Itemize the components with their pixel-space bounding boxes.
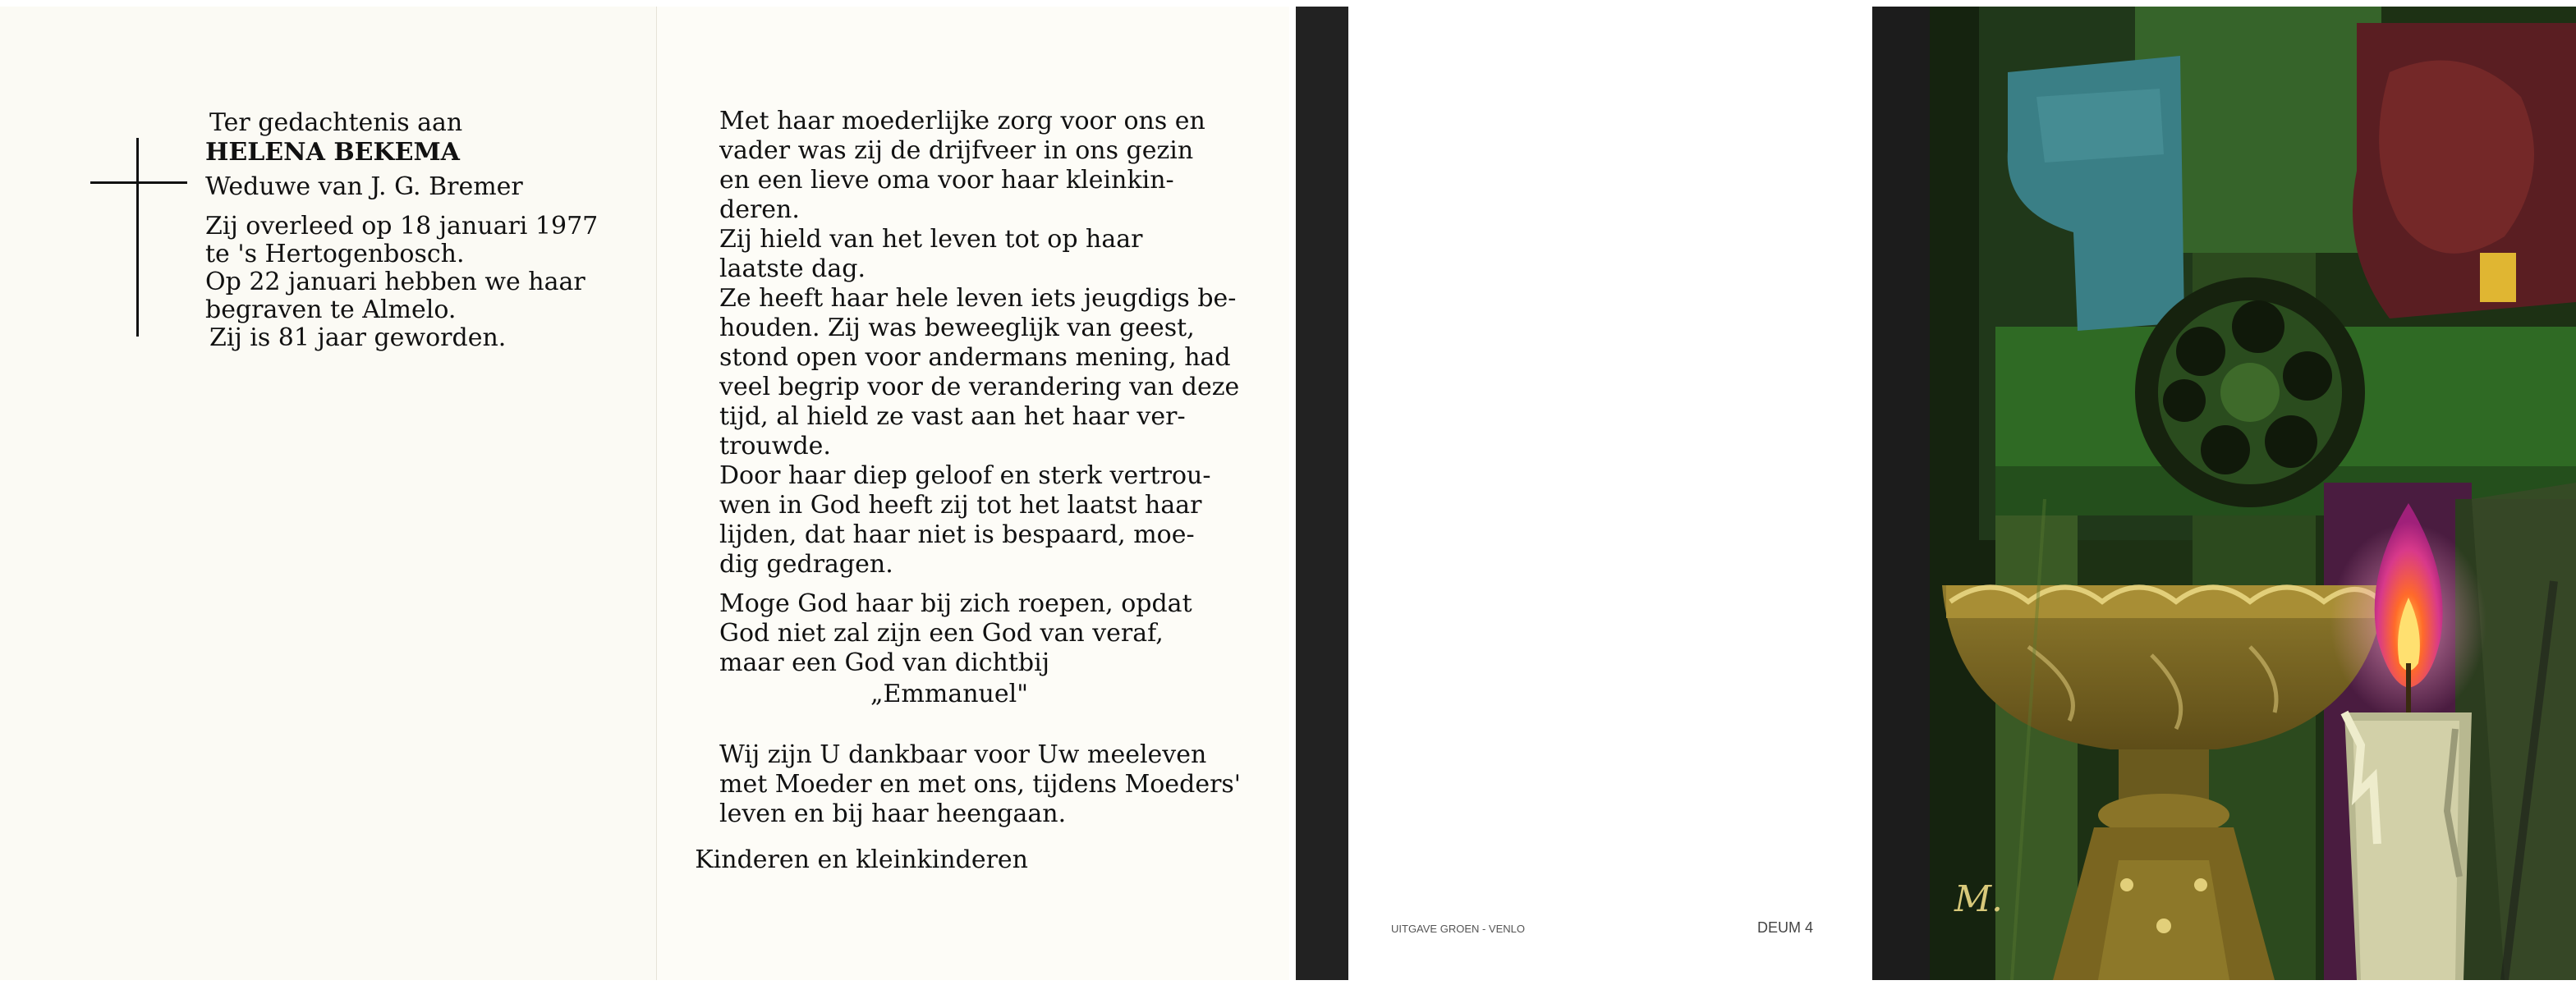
cross-icon-bar <box>90 181 187 184</box>
text-line: wen in God heeft zij tot het laatst haar <box>719 491 1202 520</box>
text-line: leven en bij haar heengaan. <box>719 799 1067 828</box>
text-line: stond open voor andermans mening, had <box>719 343 1231 372</box>
text-line: laatste dag. <box>719 254 866 283</box>
back-cover-spine-strip <box>1296 7 1348 980</box>
text-line: Zij hield van het leven tot op haar <box>719 225 1143 254</box>
burial-place-line: begraven te Almelo. <box>205 296 457 324</box>
candle <box>2330 503 2486 980</box>
text-line: Met haar moederlijke zorg voor ons en <box>719 107 1205 135</box>
cross-icon <box>136 138 139 337</box>
text-line: lijden, dat haar niet is bespaard, moe- <box>719 520 1195 549</box>
text-line: maar een God van dichtbij <box>719 648 1049 677</box>
text-line: trouwde. <box>719 432 831 460</box>
text-line: Door haar diep geloof en sterk vertrou- <box>719 461 1211 490</box>
text-line: dig gedragen. <box>719 550 893 579</box>
dark-rosette <box>2135 277 2365 507</box>
age-line: Zij is 81 jaar geworden. <box>209 323 507 352</box>
card-inner-left-page <box>0 7 657 980</box>
catalog-code: DEUM 4 <box>1757 919 1814 936</box>
cover-artwork <box>1930 7 2576 980</box>
widow-of-line: Weduwe van J. G. Bremer <box>205 172 523 201</box>
chalice-candle-painting <box>1930 7 2576 980</box>
small-yellow-light <box>2480 253 2516 302</box>
death-place-line: te 's Hertogenbosch. <box>205 240 465 268</box>
deceased-name: HELENA BEKEMA <box>205 138 460 167</box>
text-line: met Moeder en met ons, tijdens Moeders' <box>719 770 1242 799</box>
signature-line: Kinderen en kleinkinderen <box>695 845 1028 874</box>
text-line: houden. Zij was beweeglijk van geest, <box>719 314 1195 342</box>
emmanuel-line: „Emmanuel" <box>870 680 1028 708</box>
death-date-line: Zij overleed op 18 januari 1977 <box>205 212 599 241</box>
text-line: vader was zij de drijfveer in ons gezin <box>719 136 1194 165</box>
text-line: Ze heeft haar hele leven iets jeugdigs be- <box>719 284 1237 313</box>
text-line: veel begrip voor de verandering van deze <box>719 373 1240 401</box>
burial-date-line: Op 22 januari hebben we haar <box>205 268 585 296</box>
text-line: deren. <box>719 195 800 224</box>
card-inner-right-page <box>657 7 1289 980</box>
text-line: Moge God haar bij zich roepen, opdat <box>719 589 1192 618</box>
text-line: God niet zal zijn een God van veraf, <box>719 619 1164 648</box>
memorial-heading: Ter gedachtenis aan <box>209 108 463 137</box>
artist-signature: M. <box>1954 878 2004 920</box>
text-line: en een lieve oma voor haar kleinkin- <box>719 166 1174 195</box>
front-cover-spine-strip <box>1872 7 1930 980</box>
text-line: tijd, al hield ze vast aan het haar ver- <box>719 402 1186 431</box>
card-back-page <box>1348 7 1872 980</box>
publisher-label: UITGAVE GROEN - VENLO <box>1391 923 1526 935</box>
text-line: Wij zijn U dankbaar voor Uw meeleven <box>719 740 1207 769</box>
